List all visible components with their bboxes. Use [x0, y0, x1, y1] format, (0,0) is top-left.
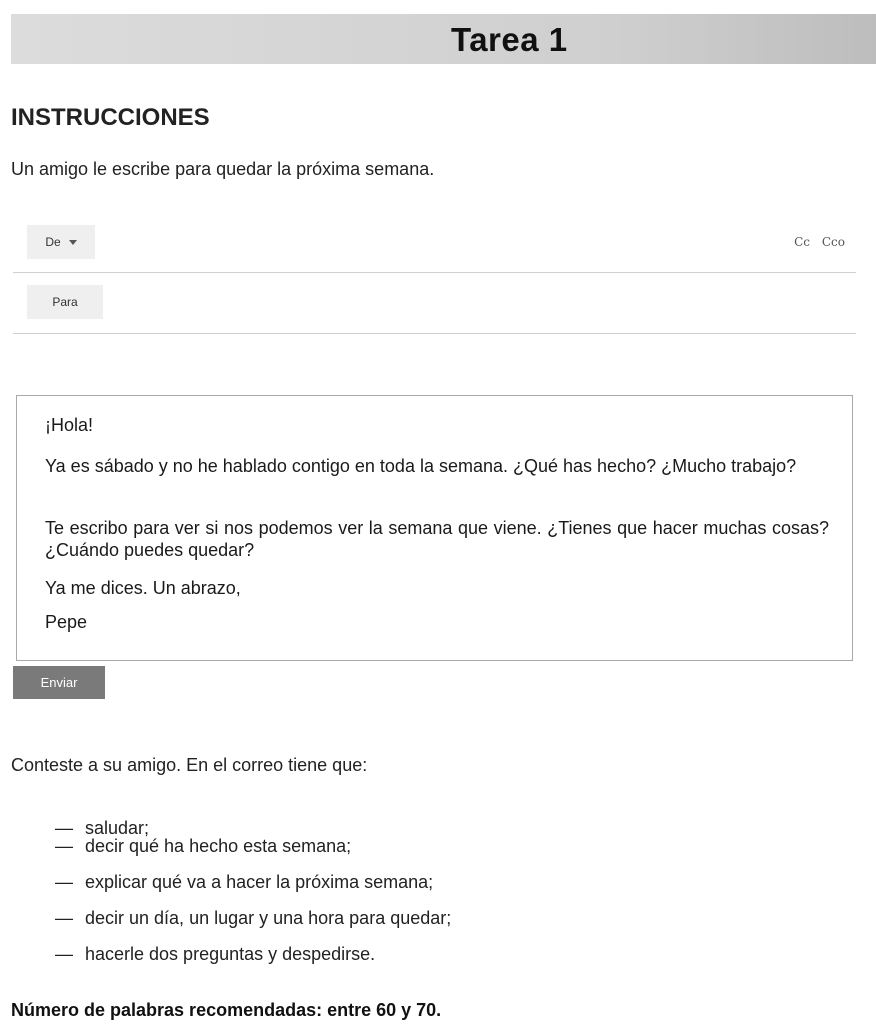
from-label: De: [45, 235, 61, 249]
message-closing: Ya me dices. Un abrazo,: [45, 578, 241, 598]
message-signature: Pepe: [45, 612, 88, 632]
message-greeting: ¡Hola!: [45, 415, 94, 435]
word-count-note: Número de palabras recomendadas: entre 60 y 70.: [11, 1000, 442, 1020]
task-item: — decir un día, un lugar y una hora para quedar;: [55, 908, 452, 928]
page-title: Tarea 1: [451, 21, 568, 58]
task-intro: Conteste a su amigo. En el correo tiene que:: [11, 755, 368, 775]
from-divider: [13, 272, 856, 273]
caret-down-icon: [69, 240, 77, 245]
bcc-link[interactable]: Cco: [821, 235, 845, 249]
to-button[interactable]: [27, 285, 103, 319]
task-item: — saludar;: [55, 818, 150, 838]
bullet-dash: —: [55, 872, 73, 892]
task-item: — hacerle dos preguntas y despedirse.: [55, 944, 376, 964]
from-button[interactable]: [27, 225, 95, 259]
task-item: — explicar qué va a hacer la próxima semana;: [55, 872, 434, 892]
to-divider: [13, 333, 856, 334]
bullet-dash: —: [55, 908, 73, 928]
cc-link[interactable]: Cc: [794, 235, 811, 249]
instructions-intro: Un amigo le escribe para quedar la próxima semana.: [11, 159, 435, 179]
message-paragraph: Te escribo para ver si nos podemos ver la semana que viene. ¿Tienes que hacer muchas cosas? ¿Cuándo puedes quedar?: [45, 518, 829, 560]
title-bar: [11, 14, 876, 64]
cc-links: [786, 235, 845, 249]
send-button[interactable]: Enviar: [13, 666, 105, 699]
bullet-dash: —: [55, 944, 73, 964]
message-paragraph: Ya es sábado y no he hablado contigo en toda la semana. ¿Qué has hecho? ¿Mucho trabajo?: [45, 456, 797, 476]
bullet-dash: —: [55, 836, 73, 856]
bullet-dash: —: [55, 818, 73, 838]
instructions-heading: INSTRUCCIONES: [11, 104, 210, 131]
task-item: — decir qué ha hecho esta semana;: [55, 836, 352, 856]
to-label: Para: [52, 295, 78, 309]
